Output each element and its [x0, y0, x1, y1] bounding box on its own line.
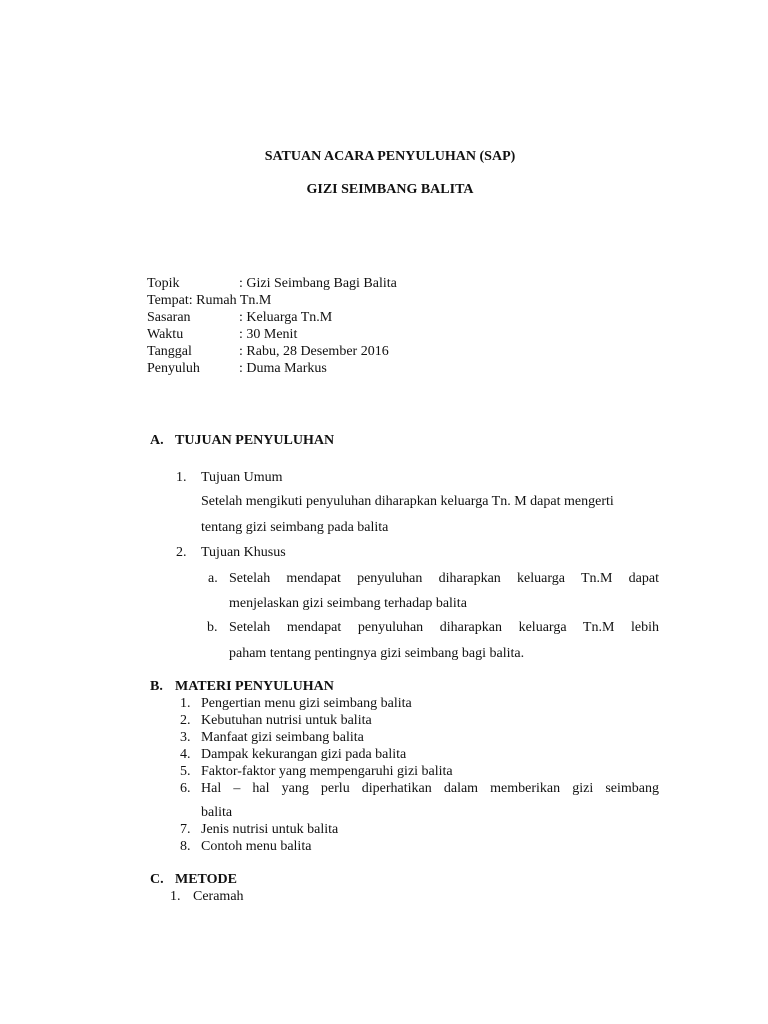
section-letter: A.	[150, 433, 164, 448]
list-item: Tujuan Umum	[201, 470, 283, 485]
list-number: 7.	[180, 822, 191, 837]
list-item: Ceramah	[193, 889, 244, 904]
info-label: Waktu	[147, 327, 184, 342]
paragraph: Setelah mengikuti penyuluhan diharapkan keluarga Tn. M dapat mengerti	[201, 494, 614, 509]
list-number: 2.	[180, 713, 191, 728]
document-subtitle: GIZI SEIMBANG BALITA	[306, 182, 474, 197]
list-item: Kebutuhan nutrisi untuk balita	[201, 713, 372, 728]
list-number: 4.	[180, 747, 191, 762]
paragraph: menjelaskan gizi seimbang terhadap balita	[229, 596, 467, 611]
list-letter: a.	[208, 571, 218, 586]
section-heading: TUJUAN PENYULUHAN	[175, 433, 335, 448]
section-letter: C.	[150, 872, 164, 887]
info-label: Tanggal	[147, 344, 192, 359]
list-item: Hal – hal yang perlu diperhatikan dalam memberikan gizi seimbang	[201, 781, 659, 796]
list-number: 2.	[176, 545, 187, 560]
list-item: Tujuan Khusus	[201, 545, 286, 560]
list-item: Contoh menu balita	[201, 839, 312, 854]
info-value: : 30 Menit	[239, 327, 298, 342]
info-value: : Keluarga Tn.M	[239, 310, 333, 325]
info-value: : Duma Markus	[239, 361, 327, 376]
info-label: Tempat: Rumah Tn.M	[147, 293, 272, 308]
list-item: Pengertian menu gizi seimbang balita	[201, 696, 412, 711]
list-number: 5.	[180, 764, 191, 779]
section-heading: METODE	[175, 872, 237, 887]
list-number: 1.	[180, 696, 191, 711]
list-item: Jenis nutrisi untuk balita	[201, 822, 339, 837]
info-value: : Rabu, 28 Desember 2016	[239, 344, 389, 359]
list-item: Manfaat gizi seimbang balita	[201, 730, 364, 745]
paragraph: Setelah mendapat penyuluhan diharapkan keluarga Tn.M dapat	[229, 571, 659, 586]
info-label: Penyuluh	[147, 361, 200, 376]
list-number: 3.	[180, 730, 191, 745]
paragraph: tentang gizi seimbang pada balita	[201, 520, 389, 535]
list-number: 1.	[170, 889, 181, 904]
list-number: 1.	[176, 470, 187, 485]
list-item: Faktor-faktor yang mempengaruhi gizi balita	[201, 764, 453, 779]
list-letter: b.	[207, 620, 218, 635]
section-letter: B.	[150, 679, 163, 694]
section-heading: MATERI PENYULUHAN	[175, 679, 334, 694]
list-number: 8.	[180, 839, 191, 854]
info-label: Sasaran	[147, 310, 191, 325]
list-item: Dampak kekurangan gizi pada balita	[201, 747, 407, 762]
document-title: SATUAN ACARA PENYULUHAN (SAP)	[264, 149, 516, 164]
list-number: 6.	[180, 781, 191, 796]
info-value: : Gizi Seimbang Bagi Balita	[239, 276, 397, 291]
paragraph: Setelah mendapat penyuluhan diharapkan keluarga Tn.M lebih	[229, 620, 659, 635]
paragraph: paham tentang pentingnya gizi seimbang bagi balita.	[229, 646, 525, 661]
info-label: Topik	[147, 276, 180, 291]
list-item: balita	[201, 805, 233, 820]
